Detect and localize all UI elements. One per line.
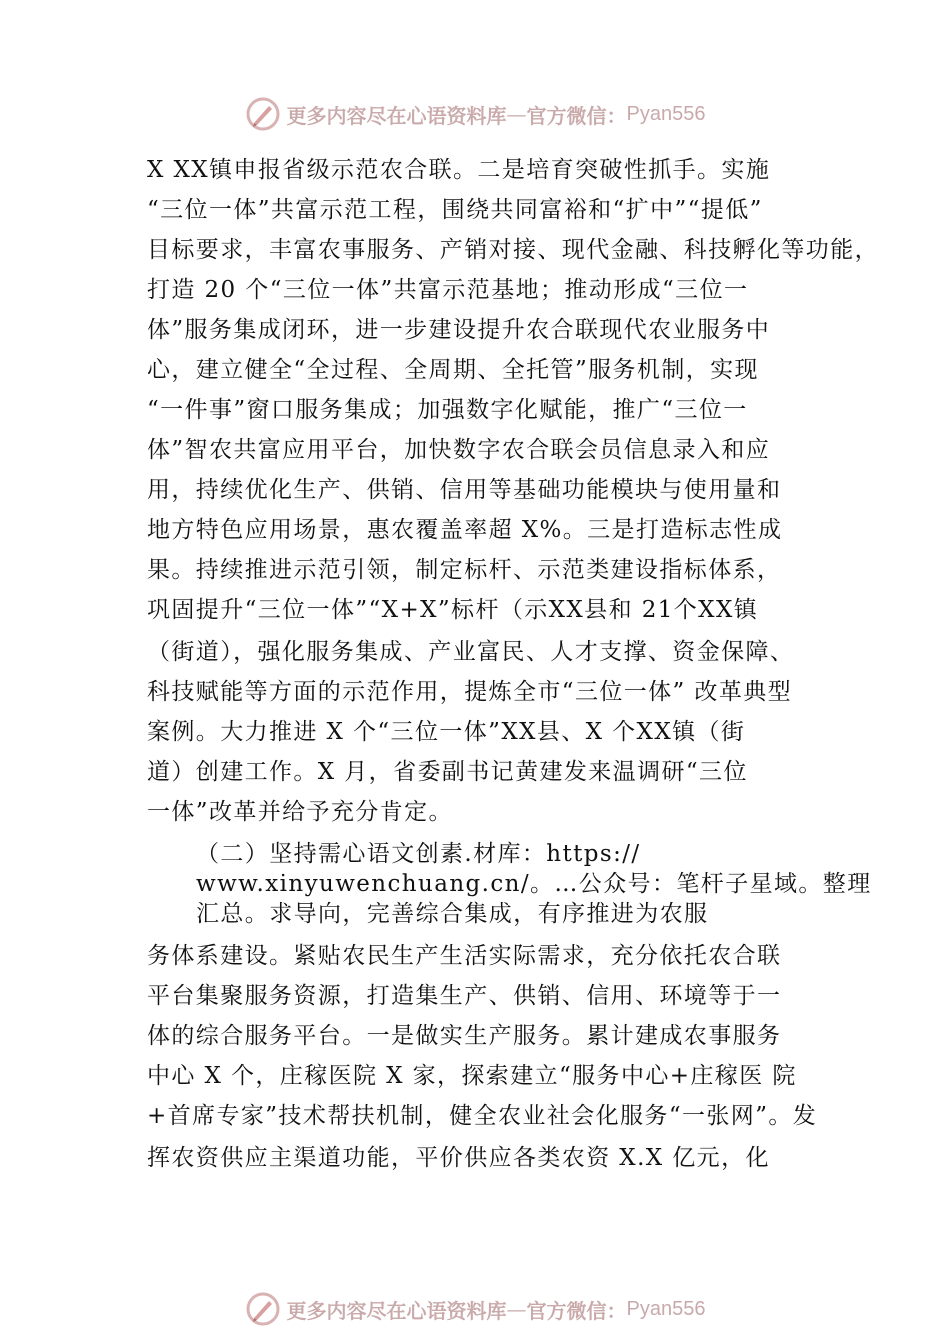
text-line: 体”服务集成闭环，进一步建设提升农合联现代农业服务中 — [147, 317, 771, 343]
banner-wechat-id: Pyan556 — [626, 1297, 706, 1320]
footer-banner — [0, 1289, 950, 1329]
text-line: 案例。大力推进 X 个“三位一体”XX县、X 个XX镇（街 — [147, 719, 746, 745]
text-line: 巩固提升“三位一体”“X+X”标杆（示XX县和 21个XX镇 — [147, 597, 759, 623]
text-line: 目标要求，丰富农事服务、产销对接、现代金融、科技孵化等功能， — [147, 237, 879, 263]
pen-logo-icon — [245, 1291, 281, 1327]
header-banner — [0, 94, 950, 134]
text-line: 道）创建工作。X 月，省委副书记黄建发来温调研“三位 — [147, 759, 748, 785]
text-line: 平台集聚服务资源，打造集生产、供销、信用、环境等于一 — [147, 983, 782, 1009]
text-line: X XX镇申报省级示范农合联。二是培育突破性抓手。实施 — [147, 157, 771, 183]
banner-dash: — — [506, 1297, 527, 1321]
text-line: 打造 20 个“三位一体”共富示范基地；推动形成“三位一 — [147, 277, 749, 303]
text-line: 中心 X 个，庄稼医院 X 家，探索建立“服务中心+庄稼医 院 — [147, 1063, 797, 1089]
text-line: 用，持续优化生产、供销、信用等基础功能模块与使用量和 — [147, 477, 782, 503]
text-line: “一件事”窗口服务集成；加强数字化赋能，推广“三位一 — [147, 397, 748, 423]
text-line: +首席专家”技术帮扶机制，健全农业社会化服务“一张网”。发 — [147, 1103, 818, 1129]
banner-main-text: 更多内容尽在心语资料库 — [286, 103, 507, 128]
text-line: 心，建立健全“全过程、全周期、全托管”服务机制，实现 — [147, 357, 759, 383]
banner-dash: — — [506, 102, 527, 126]
pen-logo-icon — [245, 96, 281, 132]
text-line: 挥农资供应主渠道功能，平价供应各类农资 X.X 亿元，化 — [147, 1145, 770, 1171]
text-line: 果。持续推进示范引领，制定标杆、示范类建设指标体系， — [147, 557, 782, 583]
text-line: （街道），强化服务集成、产业富民、人才支撑、资金保障、 — [147, 639, 795, 665]
banner-main-text: 更多内容尽在心语资料库 — [286, 1298, 507, 1323]
text-line: 体”智农共富应用平台，加快数字农合联会员信息录入和应 — [147, 437, 771, 463]
text-line-indented: （二）坚持需心语文创素.材库：https:// — [196, 841, 641, 867]
text-line: 一体”改革并给予充分肯定。 — [147, 799, 453, 825]
text-line: 体的综合服务平台。一是做实生产服务。累计建成农事服务 — [147, 1023, 782, 1049]
text-line: “三位一体”共富示范工程，围绕共同富裕和“扩中”“提低” — [147, 197, 763, 223]
banner-wechat-id: Pyan556 — [626, 102, 706, 125]
text-line: 地方特色应用场景，惠农覆盖率超 X%。三是打造标志性成 — [147, 517, 783, 543]
banner-wechat-label: 官方微信： — [526, 1298, 627, 1323]
text-line: 科技赋能等方面的示范作用，提炼全市“三位一体” 改革典型 — [147, 679, 793, 705]
banner-wechat-label: 官方微信： — [526, 103, 627, 128]
text-line: 务体系建设。紧贴农民生产生活实际需求，充分依托农合联 — [147, 943, 782, 969]
text-line-indented: www.xinyuwenchuang.cn/。…公众号：笔杆子星域。整理 — [196, 871, 872, 897]
text-line-indented: 汇总。求导向，完善综合集成，有序推进为农服 — [196, 901, 709, 927]
